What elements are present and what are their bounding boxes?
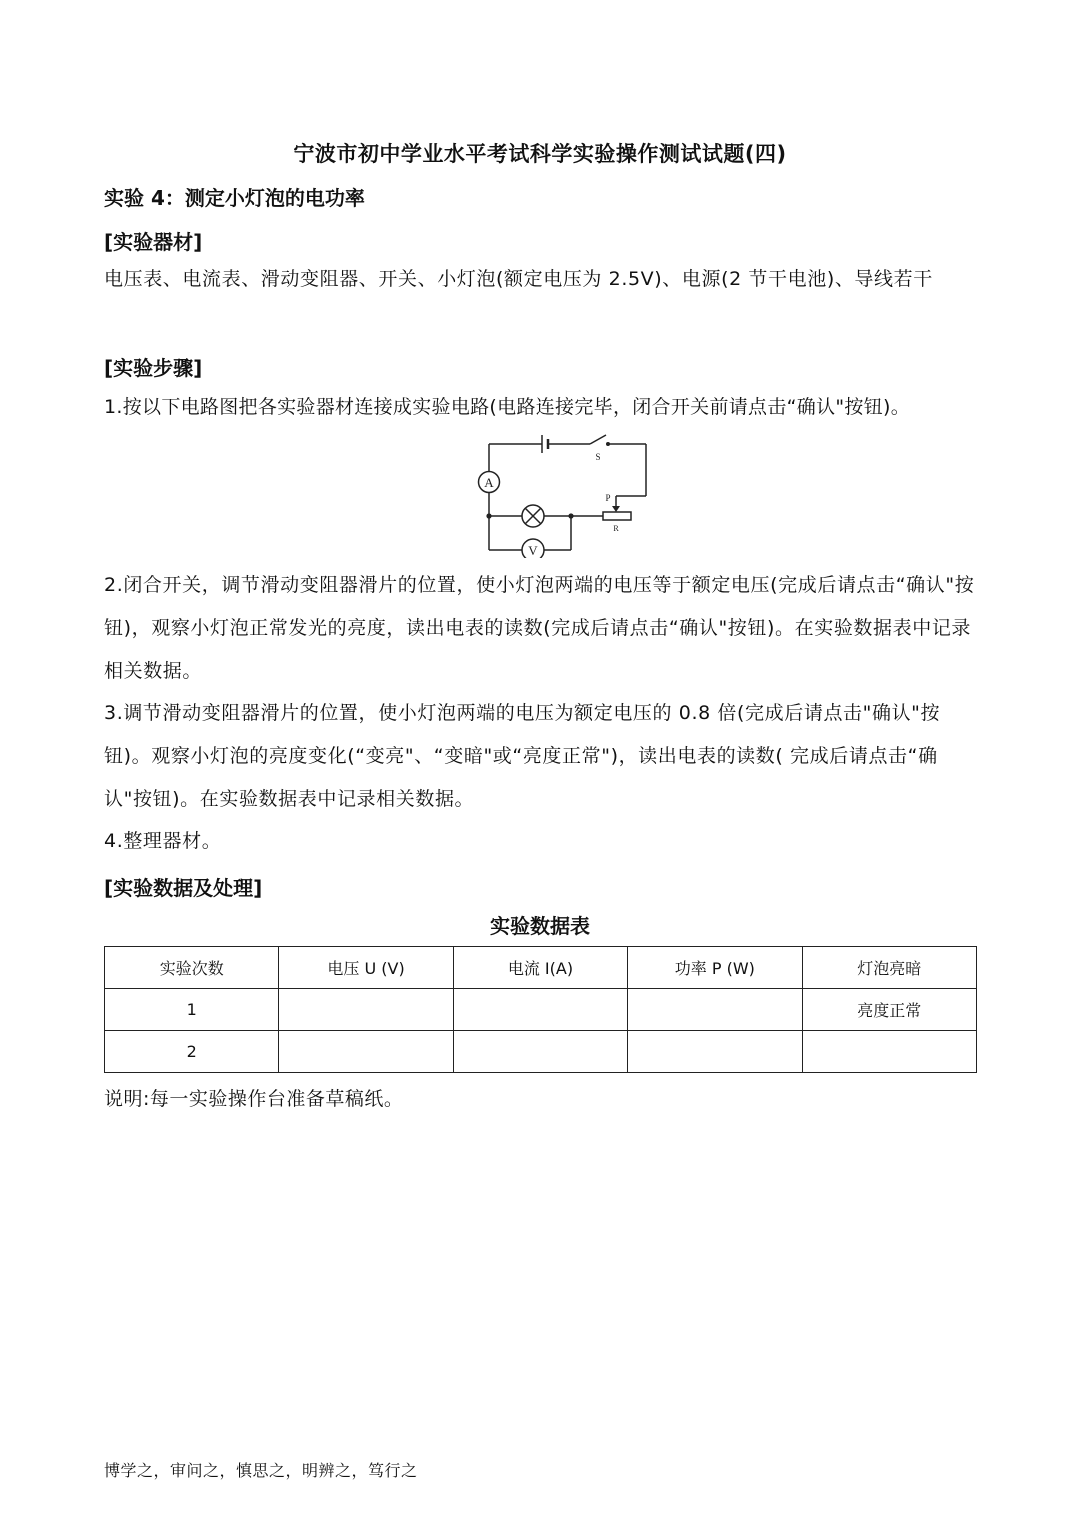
table-cell <box>453 989 627 1031</box>
table-cell <box>628 989 802 1031</box>
ammeter-label: A <box>484 475 494 490</box>
switch-blade <box>590 435 606 444</box>
table-header-row <box>105 947 977 989</box>
junction-left <box>486 513 491 518</box>
table-cell: 1 <box>105 989 279 1031</box>
voltmeter-label: V <box>528 543 538 558</box>
table-cell <box>279 1031 453 1073</box>
table-header: 电流 I(A) <box>453 947 627 989</box>
slider-label: P <box>605 493 611 503</box>
table-header: 功率 P (W) <box>628 947 802 989</box>
rheostat <box>603 512 631 520</box>
table-header: 灯泡亮暗 <box>802 947 976 989</box>
materials-heading: [实验器材] <box>104 230 203 254</box>
table-cell <box>279 989 453 1031</box>
table-cell: 亮度正常 <box>802 989 976 1031</box>
table-header: 实验次数 <box>105 947 279 989</box>
switch-contact <box>606 442 610 446</box>
table-cell <box>628 1031 802 1073</box>
table-header: 电压 U (V) <box>279 947 453 989</box>
note-text: 说明:每一实验操作台准备草稿纸。 <box>104 1088 404 1110</box>
footer-motto: 博学之，审问之，慎思之，明辨之，笃行之 <box>104 1461 418 1480</box>
data-heading: [实验数据及处理] <box>104 876 263 900</box>
table-row <box>105 989 977 1031</box>
data-table <box>104 946 977 1073</box>
step-2: 2.闭合开关，调节滑动变阻器滑片的位置，使小灯泡两端的电压等于额定电压(完成后请点击“确认"按钮)，观察小灯泡正常发光的亮度，读出电表的读数(完成后请点击“确认"按钮)。在实验数据表中记录相关数据。 <box>104 574 975 682</box>
table-row <box>105 1031 977 1073</box>
experiment-heading: 实验 4：测定小灯泡的电功率 <box>104 186 365 210</box>
page-title: 宁波市初中学业水平考试科学实验操作测试试题(四) <box>293 142 787 166</box>
slider-arrow <box>612 506 620 512</box>
steps-heading: [实验步骤] <box>104 356 203 380</box>
step-1: 1.按以下电路图把各实验器材连接成实验电路(电路连接完毕，闭合开关前请点击“确认"按钮)。 <box>104 396 911 418</box>
table-cell: 2 <box>105 1031 279 1073</box>
switch-label: S <box>595 452 601 462</box>
table-title: 实验数据表 <box>490 914 590 938</box>
table-cell <box>453 1031 627 1073</box>
rheostat-label: R <box>613 524 619 533</box>
junction-right <box>568 513 573 518</box>
step-4: 4.整理器材。 <box>104 830 222 852</box>
materials-text: 电压表、电流表、滑动变阻器、开关、小灯泡(额定电压为 2.5V)、电源(2 节干电池)、导线若干 <box>104 268 933 290</box>
table-cell <box>802 1031 976 1073</box>
step-3: 3.调节滑动变阻器滑片的位置，使小灯泡两端的电压为额定电压的 0.8 倍(完成后请点击"确认"按钮)。观察小灯泡的亮度变化(“变亮"、“变暗"或“亮度正常")，读出电表的读数( 完成后请点击“确认"按钮)。在实验数据表中记录相关数据。 <box>104 702 941 810</box>
circuit-diagram <box>470 430 660 558</box>
